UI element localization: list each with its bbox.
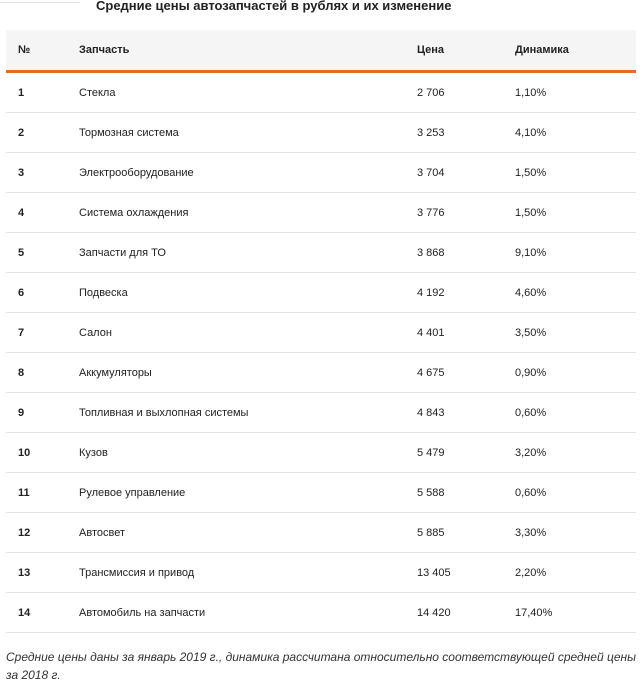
table-row bbox=[6, 233, 636, 273]
header-price: Цена bbox=[417, 44, 445, 56]
row-num: 1 bbox=[18, 86, 25, 99]
row-num: 2 bbox=[18, 126, 25, 139]
table-row bbox=[6, 473, 636, 513]
row-num: 5 bbox=[18, 246, 25, 259]
price-table bbox=[6, 30, 636, 633]
row-num: 6 bbox=[18, 286, 25, 299]
row-dynamics: 1,50% bbox=[515, 166, 547, 179]
row-dynamics: 4,10% bbox=[515, 126, 547, 139]
header-dynamics: Динамика bbox=[515, 44, 569, 56]
row-num: 9 bbox=[18, 406, 25, 419]
table-row bbox=[6, 113, 636, 153]
row-price: 3 776 bbox=[417, 206, 445, 219]
header-num: № bbox=[18, 44, 31, 56]
row-dynamics: 0,60% bbox=[515, 406, 547, 419]
row-part: Запчасти для ТО bbox=[79, 246, 166, 259]
table-row bbox=[6, 153, 636, 193]
table-row bbox=[6, 313, 636, 353]
table-row bbox=[6, 433, 636, 473]
table-header-row bbox=[6, 30, 636, 73]
table-row bbox=[6, 553, 636, 593]
row-part: Рулевое управление bbox=[79, 486, 186, 499]
row-dynamics: 3,30% bbox=[515, 526, 547, 539]
table-row bbox=[6, 193, 636, 233]
row-dynamics: 3,20% bbox=[515, 446, 547, 459]
table-row bbox=[6, 593, 636, 633]
row-part: Кузов bbox=[79, 446, 108, 459]
table-row bbox=[6, 73, 636, 113]
table-body bbox=[6, 73, 636, 633]
row-dynamics: 9,10% bbox=[515, 246, 547, 259]
row-price: 3 704 bbox=[417, 166, 445, 179]
row-num: 14 bbox=[18, 606, 31, 619]
row-part: Тормозная система bbox=[79, 126, 179, 139]
row-num: 4 bbox=[18, 206, 25, 219]
row-dynamics: 1,50% bbox=[515, 206, 547, 219]
row-part: Стекла bbox=[79, 86, 116, 99]
row-price: 4 843 bbox=[417, 406, 445, 419]
row-part: Автомобиль на запчасти bbox=[79, 606, 206, 619]
table-row bbox=[6, 273, 636, 313]
table-row bbox=[6, 513, 636, 553]
table-row bbox=[6, 393, 636, 433]
row-dynamics: 0,90% bbox=[515, 366, 547, 379]
row-dynamics: 17,40% bbox=[515, 606, 553, 619]
row-dynamics: 4,60% bbox=[515, 286, 547, 299]
row-price: 3 868 bbox=[417, 246, 445, 259]
row-price: 5 588 bbox=[417, 486, 445, 499]
row-price: 13 405 bbox=[417, 566, 451, 579]
row-num: 7 bbox=[18, 326, 25, 339]
header-part: Запчасть bbox=[79, 44, 130, 56]
table-row bbox=[6, 353, 636, 393]
row-num: 10 bbox=[18, 446, 31, 459]
footnote: Средние цены даны за январь 2019 г., динамика рассчитана относительно соответствующей средней цены за 2018 г. bbox=[6, 650, 636, 682]
row-num: 12 bbox=[18, 526, 31, 539]
row-price: 3 253 bbox=[417, 126, 445, 139]
top-tab-edge bbox=[0, 0, 80, 3]
row-price: 4 401 bbox=[417, 326, 445, 339]
row-num: 13 bbox=[18, 566, 31, 579]
row-price: 4 192 bbox=[417, 286, 445, 299]
row-num: 3 bbox=[18, 166, 25, 179]
row-num: 8 bbox=[18, 366, 25, 379]
row-dynamics: 2,20% bbox=[515, 566, 547, 579]
row-part: Система охлаждения bbox=[79, 206, 189, 219]
row-part: Трансмиссия и привод bbox=[79, 566, 195, 579]
row-part: Топливная и выхлопная системы bbox=[79, 406, 249, 419]
row-part: Подвеска bbox=[79, 286, 128, 299]
row-price: 5 479 bbox=[417, 446, 445, 459]
row-part: Аккумуляторы bbox=[79, 366, 152, 379]
row-part: Автосвет bbox=[79, 526, 125, 539]
row-price: 4 675 bbox=[417, 366, 445, 379]
row-price: 2 706 bbox=[417, 86, 445, 99]
row-num: 11 bbox=[18, 486, 30, 499]
table-title: Средние цены автозапчастей в рублях и их изменение bbox=[96, 0, 452, 13]
row-price: 14 420 bbox=[417, 606, 451, 619]
row-price: 5 885 bbox=[417, 526, 445, 539]
row-dynamics: 3,50% bbox=[515, 326, 547, 339]
row-dynamics: 0,60% bbox=[515, 486, 547, 499]
row-part: Салон bbox=[79, 326, 112, 339]
row-dynamics: 1,10% bbox=[515, 86, 547, 99]
row-part: Электрооборудование bbox=[79, 166, 194, 179]
